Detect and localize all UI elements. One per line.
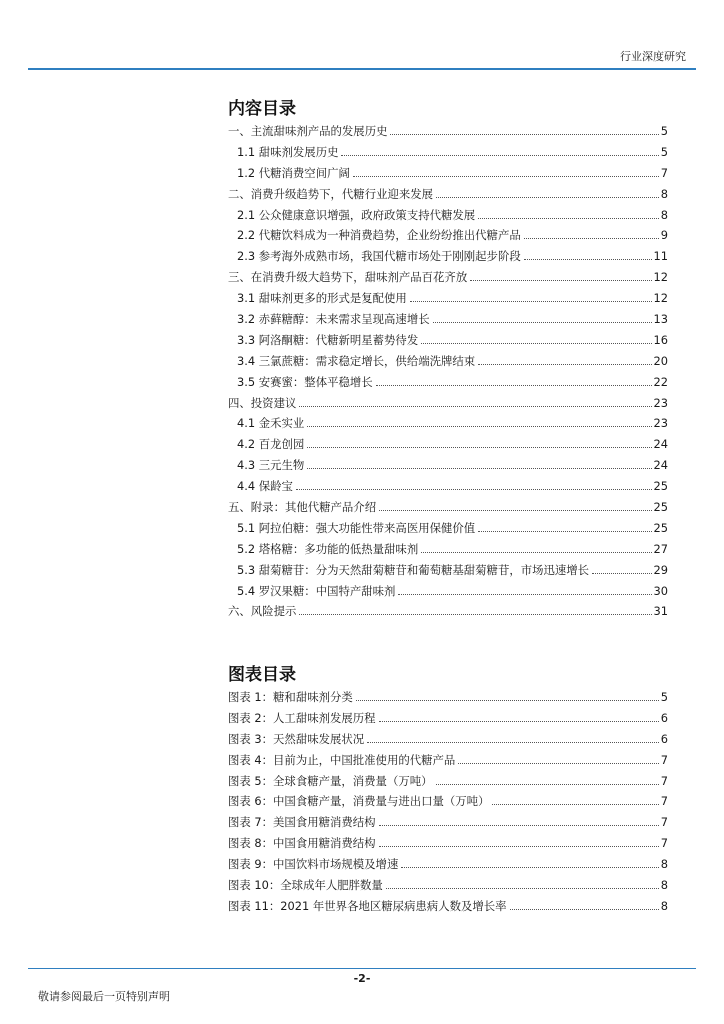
toc-entry-page: 29 xyxy=(653,562,668,577)
dot-leader xyxy=(353,176,659,177)
dot-leader xyxy=(379,721,659,722)
dot-leader xyxy=(390,134,658,135)
dot-leader xyxy=(401,867,658,868)
toc-entry[interactable] xyxy=(228,227,668,248)
dot-leader xyxy=(307,468,651,469)
toc-entry[interactable] xyxy=(228,395,668,416)
toc-entry-page: 9 xyxy=(660,228,668,243)
figure-entry-page: 7 xyxy=(660,794,668,809)
figure-entry[interactable] xyxy=(228,877,668,898)
figure-entry[interactable] xyxy=(228,689,668,710)
figure-entry[interactable] xyxy=(228,773,668,794)
toc-entry[interactable] xyxy=(228,332,668,353)
dot-leader xyxy=(421,552,651,553)
dot-leader xyxy=(492,804,658,805)
toc-entry-page: 24 xyxy=(653,437,668,452)
dot-leader xyxy=(524,238,659,239)
toc-entry[interactable] xyxy=(228,165,668,186)
toc-entry[interactable] xyxy=(228,144,668,165)
toc-entry[interactable] xyxy=(228,457,668,478)
toc-entry-page: 30 xyxy=(653,583,668,598)
toc-entry-label: 三、在消费升级大趋势下，甜味剂产品百花齐放 xyxy=(228,270,468,285)
dot-leader xyxy=(379,510,651,511)
toc-entry[interactable] xyxy=(228,520,668,541)
figure-entry-page: 6 xyxy=(660,710,668,725)
figure-entry-page: 8 xyxy=(660,898,668,913)
dot-leader xyxy=(436,197,659,198)
toc-entry-page: 12 xyxy=(653,270,668,285)
toc-entry-label: 4.2 百龙创园 xyxy=(237,437,305,452)
dot-leader xyxy=(510,909,659,910)
figure-entry-page: 7 xyxy=(660,773,668,788)
dot-leader xyxy=(307,426,651,427)
dot-leader xyxy=(299,406,651,407)
toc-entry-label: 3.4 三氯蔗糖：需求稳定增长，供给端洗牌结束 xyxy=(237,353,476,368)
dot-leader xyxy=(299,614,651,615)
toc-entry[interactable] xyxy=(228,415,668,436)
toc-entry-page: 7 xyxy=(660,165,668,180)
dot-leader xyxy=(376,385,652,386)
toc-entry[interactable] xyxy=(228,186,668,207)
toc-entry-label: 3.2 赤藓糖醇：未来需求呈现高速增长 xyxy=(237,312,430,327)
toc-entry-page: 11 xyxy=(653,249,668,264)
toc-entry-page: 22 xyxy=(653,374,668,389)
figure-entry[interactable] xyxy=(228,856,668,877)
toc-entry-label: 四、投资建议 xyxy=(228,395,297,410)
dot-leader xyxy=(398,594,651,595)
toc-entry[interactable] xyxy=(228,248,668,269)
toc-entry-page: 31 xyxy=(653,604,668,619)
figure-entry-label: 图表 5：全球食糖产量，消费量（万吨） xyxy=(228,773,433,788)
toc-entry-page: 23 xyxy=(653,416,668,431)
toc-entry[interactable] xyxy=(228,290,668,311)
toc-entry[interactable] xyxy=(228,269,668,290)
figures-title: 图表目录 xyxy=(228,665,296,685)
toc-entry[interactable] xyxy=(228,311,668,332)
toc-entry-page: 12 xyxy=(653,291,668,306)
figures-list xyxy=(228,689,668,919)
toc-entry-label: 五、附录：其他代糖产品介绍 xyxy=(228,500,377,515)
toc-entry-page: 25 xyxy=(653,479,668,494)
toc-entry-page: 25 xyxy=(653,500,668,515)
figure-entry-page: 6 xyxy=(660,731,668,746)
toc-entry-page: 8 xyxy=(660,186,668,201)
toc-entry[interactable] xyxy=(228,353,668,374)
dot-leader xyxy=(341,155,658,156)
figure-entry-label: 图表 11：2021 年世界各地区糖尿病患病人数及增长率 xyxy=(228,898,507,913)
dot-leader xyxy=(524,259,652,260)
dot-leader xyxy=(296,489,652,490)
header-title: 行业深度研究 xyxy=(620,50,686,63)
toc-entry-page: 24 xyxy=(653,458,668,473)
toc-entry-label: 4.3 三元生物 xyxy=(237,458,305,473)
figure-entry-label: 图表 3：天然甜味发展状况 xyxy=(228,731,365,746)
figure-entry-label: 图表 2：人工甜味剂发展历程 xyxy=(228,710,376,725)
footer-disclaimer: 敬请参阅最后一页特别声明 xyxy=(38,990,170,1003)
toc-entry[interactable] xyxy=(228,583,668,604)
header-divider xyxy=(28,68,696,70)
toc-entry[interactable] xyxy=(228,541,668,562)
toc-entry-page: 13 xyxy=(653,312,668,327)
toc-entry-label: 2.3 参考海外成熟市场，我国代糖市场处于刚刚起步阶段 xyxy=(237,249,521,264)
toc-entry-label: 4.1 金禾实业 xyxy=(237,416,305,431)
figure-entry[interactable] xyxy=(228,898,668,919)
dot-leader xyxy=(367,742,659,743)
figure-entry[interactable] xyxy=(228,793,668,814)
toc-entry[interactable] xyxy=(228,478,668,499)
toc-entry-label: 2.1 公众健康意识增强，政府政策支持代糖发展 xyxy=(237,207,476,222)
toc-entry-label: 3.1 甜味剂更多的形式是复配使用 xyxy=(237,291,407,306)
toc-entry[interactable] xyxy=(228,499,668,520)
toc-entry-label: 5.1 阿拉伯糖：强大功能性带来高医用保健价值 xyxy=(237,520,476,535)
figure-entry[interactable] xyxy=(228,710,668,731)
figure-entry[interactable] xyxy=(228,814,668,835)
toc-entry-label: 5.3 甜菊糖苷：分为天然甜菊糖苷和葡萄糖基甜菊糖苷，市场迅速增长 xyxy=(237,562,590,577)
dot-leader xyxy=(478,218,659,219)
toc-entry-page: 5 xyxy=(660,124,668,138)
toc-entry[interactable] xyxy=(228,207,668,228)
dot-leader xyxy=(470,280,651,281)
figure-entry-page: 8 xyxy=(660,857,668,872)
figure-entry-label: 图表 9：中国饮料市场规模及增速 xyxy=(228,857,399,872)
toc-entry[interactable] xyxy=(228,603,668,624)
dot-leader xyxy=(410,301,652,302)
toc-entry-label: 5.2 塔格糖：多功能的低热量甜味剂 xyxy=(237,541,419,556)
page-number: -2- xyxy=(353,972,371,985)
toc-entry[interactable] xyxy=(228,374,668,395)
toc-entry-label: 5.4 罗汉果糖：中国特产甜味剂 xyxy=(237,583,396,598)
dot-leader xyxy=(458,763,658,764)
figure-entry-label: 图表 8：中国食用糖消费结构 xyxy=(228,836,376,851)
toc-entry-page: 20 xyxy=(653,353,668,368)
figure-entry-page: 7 xyxy=(660,836,668,851)
toc-entry-page: 23 xyxy=(653,395,668,410)
dot-leader xyxy=(433,322,652,323)
dot-leader xyxy=(379,825,659,826)
toc-entry-label: 3.3 阿洛酮糖：代糖新明星蓄势待发 xyxy=(237,332,419,347)
toc-title: 内容目录 xyxy=(228,99,296,119)
toc-list xyxy=(228,123,668,624)
dot-leader xyxy=(379,846,659,847)
dot-leader xyxy=(356,700,659,701)
toc-entry[interactable] xyxy=(228,123,668,144)
toc-entry[interactable] xyxy=(228,562,668,583)
dot-leader xyxy=(478,531,651,532)
toc-entry-label: 2.2 代糖饮料成为一种消费趋势，企业纷纷推出代糖产品 xyxy=(237,228,521,243)
figure-entry-label: 图表 7：美国食用糖消费结构 xyxy=(228,815,376,830)
toc-entry-label: 4.4 保龄宝 xyxy=(237,479,293,494)
dot-leader xyxy=(592,573,651,574)
toc-entry-page: 16 xyxy=(653,332,668,347)
dot-leader xyxy=(478,364,651,365)
toc-entry-page: 8 xyxy=(660,207,668,222)
toc-entry[interactable] xyxy=(228,436,668,457)
dot-leader xyxy=(436,784,659,785)
figure-entry-label: 图表 6：中国食糖产量，消费量与进出口量（万吨） xyxy=(228,794,490,809)
figure-entry-page: 7 xyxy=(660,752,668,767)
dot-leader xyxy=(307,447,651,448)
toc-entry-page: 27 xyxy=(653,541,668,556)
figure-entry[interactable] xyxy=(228,752,668,773)
toc-entry-label: 二、消费升级趋势下，代糖行业迎来发展 xyxy=(228,186,434,201)
dot-leader xyxy=(386,888,659,889)
toc-entry-page: 5 xyxy=(660,144,668,159)
figure-entry-label: 图表 1：糖和甜味剂分类 xyxy=(228,690,353,704)
figure-entry[interactable] xyxy=(228,835,668,856)
figure-entry-page: 5 xyxy=(660,690,668,704)
toc-entry-page: 25 xyxy=(653,520,668,535)
toc-entry-label: 1.1 甜味剂发展历史 xyxy=(237,144,339,159)
toc-entry-label: 一、主流甜味剂产品的发展历史 xyxy=(228,124,388,138)
figure-entry-label: 图表 10：全球成年人肥胖数量 xyxy=(228,878,383,893)
toc-entry-label: 1.2 代糖消费空间广阔 xyxy=(237,165,350,180)
dot-leader xyxy=(421,343,651,344)
figure-entry-label: 图表 4：目前为止，中国批准使用的代糖产品 xyxy=(228,752,456,767)
figure-entry-page: 8 xyxy=(660,878,668,893)
footer-divider xyxy=(28,968,696,969)
figure-entry[interactable] xyxy=(228,731,668,752)
figure-entry-page: 7 xyxy=(660,815,668,830)
toc-entry-label: 六、风险提示 xyxy=(228,604,297,619)
toc-entry-label: 3.5 安赛蜜：整体平稳增长 xyxy=(237,374,373,389)
